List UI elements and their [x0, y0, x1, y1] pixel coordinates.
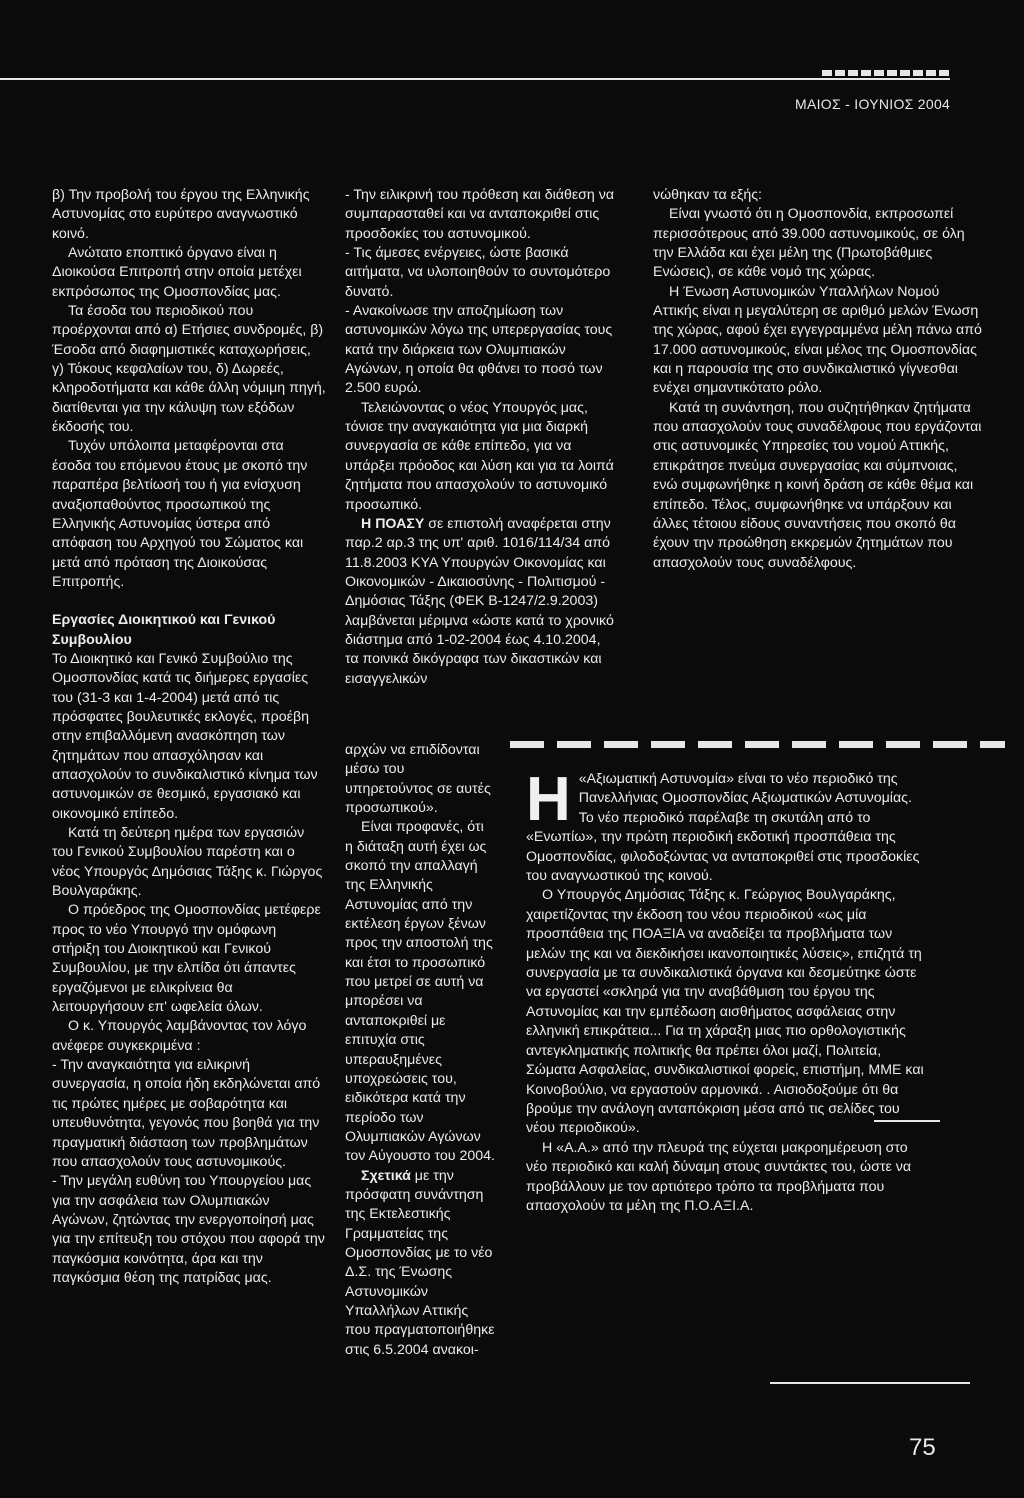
paragraph: - Ανακοίνωσε την αποζημίωση των αστυνομικών λόγω της υπερεργασίας τους κατά την διάρκεια των Ολυμπιακών Αγώνων, η οποία θα φθάνει το ποσό των 2.500 ευρώ.: [345, 303, 613, 397]
drop-cap: Η: [526, 765, 571, 834]
paragraph: Ανώτατο εποπτικό όργανο είναι η Διοικούσα Επιτροπή στην οποία μετέχει εκπρόσωπος της Ομοσπονδίας μας.: [52, 245, 302, 300]
paragraph: Ο κ. Υπουργός λαμβάνοντας τον λόγο ανέφερε συγκεκριμένα :: [52, 1018, 307, 1054]
paragraph: β) Την προβολή του έργου της Ελληνικής Αστυνομίας στο ευρύτερο αναγνωστικό κοινό.: [52, 187, 310, 242]
paragraph-text: σε επιστολή αναφέρεται στην παρ.2 αρ.3 της υπ' αριθ. 1016/114/34 από 11.8.2003 ΚΥΑ Υπουργών Οικονομίας και Οικονομικών - Δικαιοσύνης - Πολιτισμού - Δημόσιας Τάξης (ΦΕΚ Β-1247/2.9.2003) λαμβάνεται μέριμνα «ώστε κατά το χρονικό διάστημα από 1-02-2004 έως 4.10.2004, τα ποινικά δικόγραφα των δικαστικών και εισαγγελικών: [345, 515, 614, 687]
paragraph: - Την αναγκαιότητα για ειλικρινή συνεργασία, η οποία ήδη εκδηλώνεται από τις πρώτες ημέρες με σοβαρότητα και υπευθυνότητα, γεγονός που βοηθά για την πραγματική διάσταση των προβλημάτων που απασχολούν τους αστυνομικούς.: [52, 1057, 321, 1170]
paragraph: Το Διοικητικό και Γενικό Συμβούλιο της Ομοσπονδίας κατά τις διήμερες εργασίες του (31-3 και 1-4-2004) μετά από τις πρόσφατες βουλευτικές εκλογές, προέβη στην επιβαλλόμενη ανασκόπηση των ζητημάτων που απασχόλησαν και απασχολούν το συνδικαλιστικό κίνημα των αστυνομικών σε θεσμικό, εργασιακό και οικονομικό επίπεδο.: [52, 650, 318, 822]
paragraph: [526, 765, 926, 886]
column-right: [653, 186, 985, 573]
decorative-rule: [874, 1120, 940, 1122]
header-ornament: [822, 70, 950, 76]
paragraph: Είναι προφανές, ότι η διάταξη αυτή έχει ως σκοπό την απαλλαγή της Ελληνικής Αστυνομίας από την εκτέλεση έργων ξένων προς την αποστολή της και έτσι το προσωπικό που μετρεί σε αυτή να μπορέσει να ανταποκριθεί με επιτυχία στις υπεραυξημένες υποχρεώσεις του, ειδικότερα κατά την περίοδο των Ολυμπιακών Αγώνων τον Αύγουστο του 2004.: [345, 819, 495, 1165]
bold-lead: Η ΠΟΑΣΥ: [361, 515, 425, 532]
column-left: [52, 186, 326, 1288]
paragraph: Κατά τη δεύτερη ημέρα των εργασιών του Γενικού Συμβουλίου παρέστη και ο νέος Υπουργός Δημόσιας Τάξης κ. Γιώργος Βουλγαράκης.: [52, 825, 323, 900]
paragraph: Τα έσοδα του περιοδικού που προέρχονται από α) Ετήσιες συνδρομές, β) Έσοδα από διαφημιστικές καταχωρήσεις, γ) Τόκους κεφαλαίων του, δ) Δωρεές, κληροδοτήματα και κάθε άλλη νόμιμη πηγή, διατίθενται για την κάλυψη των εξόδων έκδοσής του.: [52, 303, 326, 436]
column-middle-lower: [345, 741, 495, 1360]
paragraph: Ο πρόεδρος της Ομοσπονδίας μετέφερε προς το νέο Υπουργό την ομόφωνη στήριξη του Διοικητικού και Γενικού Συμβουλίου, με την ελπίδα ότι άπαντες εργαζόμενοι με ειλικρίνεια θα λειτουργήσουν επ' ωφελεία όλων.: [52, 902, 321, 1016]
paragraph: Κατά τη συνάντηση, που συζητήθηκαν ζητήματα που απασχολούν τους συναδέλφους που εργάζονται στις αστυνομικές Υπηρεσίες του νομού Αττικής, επικράτησε πνεύμα συνεργασίας και σύμπνοιας, ενώ συμφωνήθηκε η κοινή δράση σε κάθε θέμα και επίπεδο. Τέλος, συμφωνήθηκε να υπάρξουν και άλλες τέτοιου είδους συναντήσεις που σκοπό θα έχουν την προώθηση εκκρεμών ζητημάτων που απασχολούν τους συναδέλφους.: [653, 399, 982, 571]
issue-date: ΜΑΙΟΣ - ΙΟΥΝΙΟΣ 2004: [795, 96, 951, 112]
paragraph: - Την ειλικρινή του πρόθεση και διάθεση να συμπαρασταθεί και να ανταποκριθεί στις προσδοκίες του αστυνομικού.: [345, 187, 615, 242]
section-heading: Εργασίες Διοικητικού και Γενικού Συμβουλίου: [52, 612, 276, 648]
paragraph: Τυχόν υπόλοιπα μεταφέρονται στα έσοδα του επόμενου έτους με σκοπό την παραπέρα βελτίωσή του ή για ενίσχυση αναξιοπαθούντος προσωπικού της Ελληνικής Αστυνομίας ύστερα από απόφαση του Αρχηγού του Σώματος και μετά από πρόταση της Διοικούσας Επιτροπής.: [52, 438, 308, 590]
decorative-rule: [770, 1382, 970, 1384]
header-rule: [0, 78, 950, 80]
paragraph: Η «Α.Α.» από την πλευρά της εύχεται μακροημέρευση στο νέο περιοδικό και καλή δύναμη στους συντάκτες του, ώστε να προβάλλουν με τον αρτιότερο τρόπο τα προβλήματα που απασχολούν τα μέλη της Π.Ο.ΑΞΙ.Α.: [526, 1139, 912, 1214]
paragraph: [345, 1167, 495, 1360]
paragraph: - Τις άμεσες ενέργειες, ώστε βασικά αιτήματα, να υλοποιηθούν το συντομότερο δυνατό.: [345, 245, 611, 300]
paragraph: - Την μεγάλη ευθύνη του Υπουργείου μας για την ασφάλεια των Ολυμπιακών Αγώνων, ζητώντας την ενεργοποίησή μας για την επίτευξη του στόχου που αφορά την παγκόσμια κοινότητα, άρα και την παγκόσμια θέση της πατρίδας μας.: [52, 1173, 325, 1286]
column-middle: [345, 186, 617, 689]
paragraph: Είναι γνωστό ότι η Ομοσπονδία, εκπροσωπεί περισσότερους από 39.000 αστυνομικούς, σε όλη την Ελλάδα και έχει μέλη της (Πρωτοβάθμιες Ενώσεις), σε κάθε νομό της χώρας.: [653, 206, 965, 281]
page-number: 75: [909, 1434, 936, 1461]
paragraph-text: «Αξιωματική Αστυνομία» είναι το νέο περιοδικό της Πανελλήνιας Ομοσπονδίας Αξιωματικών Αστυνομίας. Το νέο περιοδικό παρέλαβε τη σκυτάλη από το «Ενωπίω», την πρώτη περιοδική εκδοτική προσπάθεια της Ομοσπονδίας, φιλοδοξώντας να ανταποκριθεί στις προσδοκίες του αναγνωστικού της κοινού.: [526, 771, 920, 885]
paragraph: Η Ένωση Αστυνομικών Υπαλλήλων Νομού Αττικής είναι η μεγαλύτερη σε αριθμό μελών Ένωση της χώρας, αφού έχει εγγεγραμμένα μέλη πάνω από 17.000 αστυνομικούς, είναι μέλος της Ομοσπονδίας και η παρουσία της στο συνδικαλιστικό γίγνεσθαι ενέχει σημαντικότατο ρόλο.: [653, 283, 982, 397]
box-dashed-rule: [510, 741, 1005, 748]
paragraph: αρχών να επιδίδονται μέσω του υπηρετούντος σε αυτές προσωπικού».: [345, 742, 491, 817]
paragraph: νώθηκαν τα εξής:: [653, 187, 763, 203]
bold-lead: Σχετικά: [361, 1167, 411, 1184]
paragraph: [345, 515, 617, 689]
paragraph: Ο Υπουργός Δημόσιας Τάξης κ. Γεώργιος Βουλγαράκης, χαιρετίζοντας την έκδοση του νέου περιοδικού «ως μία προσπάθεια της ΠΟΑΞΙΑ να αναδείξει τα προβλήματα των μελών της και να διεκδικήσει ικανοποιητικές λύσεις», επιζητά τη συνεργασία με τα συνδικαλιστικά όργανα και δεσμεύτηκε ώστε να εργαστεί «σκληρά για την αναβάθμιση του έργου της Αστυνομίας και την εμπέδωση αισθήματος ασφάλειας στην ελληνική επικράτεια... Για τη χάραξη μιας πιο ορθολογιστικής αντεγκληματικής πολιτικής θα πρέπει όλοι μαζί, Πολιτεία, Σώματα Ασφαλείας, συνδικαλιστικοί φορείς, επιστήμη, ΜΜΕ και Κοινοβούλιο, να εργαστούν αρμονικά. . Αισιοδοξούμε ότι θα βρούμε την ανάλογη ανταπόκριση μέσα από τις σελίδες του νέου περιοδικού».: [526, 887, 924, 1137]
announcement-box: [526, 765, 926, 1216]
paragraph: Τελειώνοντας ο νέος Υπουργός μας, τόνισε την αναγκαιότητα για μια διαρκή συνεργασία σε κάθε επίπεδο, για να υπάρξει πρόοδος και λύση και για τα λοιπά ζητήματα που απασχολούν το αστυνομικό προσωπικό.: [345, 399, 614, 513]
paragraph-text: με την πρόσφατη συνάντηση της Εκτελεστικής Γραμματείας της Ομοσπονδίας με το νέο Δ.Σ. της Ένωσης Αστυνομικών Υπαλλήλων Αττικής που πραγματοποιήθηκε στις 6.5.2004 ανακοι-: [345, 1167, 495, 1358]
